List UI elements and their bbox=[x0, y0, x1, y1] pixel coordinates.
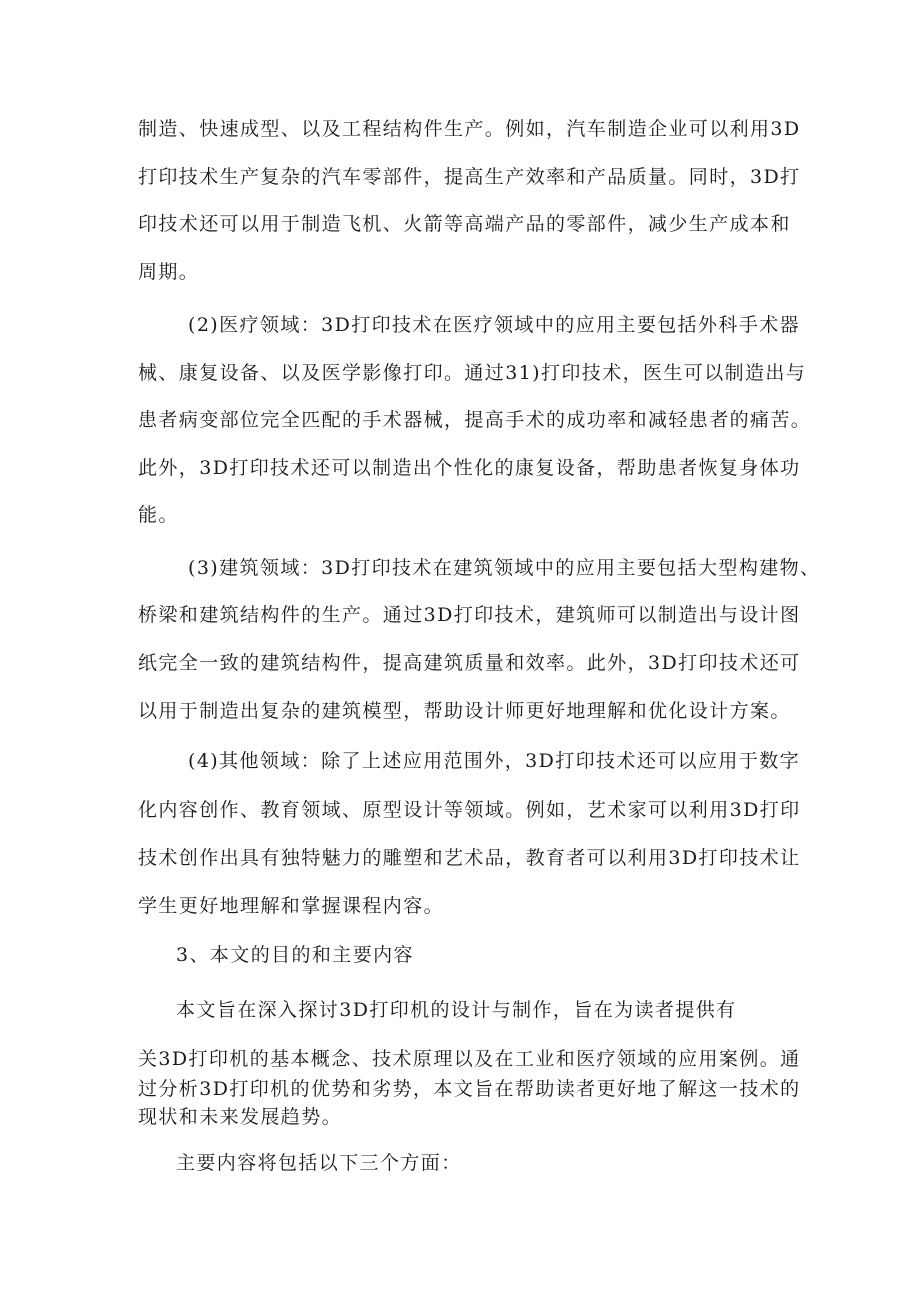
paragraph-line: 学生更好地理解和掌握课程内容。 bbox=[138, 895, 445, 917]
paragraph-line: 能。 bbox=[138, 504, 179, 526]
paragraph-line: 周期。 bbox=[138, 261, 200, 283]
paragraph-line: 现状和未来发展趋势。 bbox=[138, 1106, 343, 1128]
paragraph-line: 打印技术生产复杂的汽车零部件，提高生产效率和产品质量。同时，3D打 bbox=[138, 166, 801, 188]
paragraph-line: 主要内容将包括以下三个方面： bbox=[176, 1152, 462, 1174]
paragraph-line: 械、康复设备、以及医学影像打印。通过31)打印技术，医生可以制造出与 bbox=[138, 362, 807, 384]
paragraph-line: 关3D打印机的基本概念、技术原理以及在工业和医疗领域的应用案例。通 bbox=[138, 1048, 801, 1070]
paragraph-line: 以用于制造出复杂的建筑模型，帮助设计师更好地理解和优化设计方案。 bbox=[138, 700, 791, 722]
paragraph-line: 患者病变部位完全匹配的手术器械，提高手术的成功率和减轻患者的痛苦。 bbox=[138, 409, 812, 431]
paragraph-line: 桥梁和建筑结构件的生产。通过3D打印技术，建筑师可以制造出与设计图 bbox=[138, 604, 801, 626]
section-heading: 3、本文的目的和主要内容 bbox=[176, 944, 414, 966]
paragraph-line: 过分析3D打印机的优势和劣势，本文旨在帮助读者更好地了解这一技术的 bbox=[138, 1078, 801, 1100]
paragraph-line: (2)医疗领域：3D打印技术在医疗领域中的应用主要包括外科手术器 bbox=[188, 314, 801, 336]
paragraph-line: 制造、快速成型、以及工程结构件生产。例如，汽车制造企业可以利用3D bbox=[138, 118, 801, 140]
paragraph-line: 本文旨在深入探讨3D打印机的设计与制作，旨在为读者提供有 bbox=[176, 999, 737, 1021]
paragraph-line: (3)建筑领域：3D打印技术在建筑领域中的应用主要包括大型构建物、 bbox=[188, 557, 821, 579]
paragraph-line: 技术创作出具有独特魅力的雕塑和艺术品，教育者可以利用3D打印技术让 bbox=[138, 847, 801, 869]
paragraph-line: 化内容创作、教育领域、原型设计等领域。例如，艺术家可以利用3D打印 bbox=[138, 799, 801, 821]
paragraph-line: 此外，3D打印技术还可以制造出个性化的康复设备，帮助患者恢复身体功 bbox=[138, 457, 801, 479]
paragraph-line: 纸完全一致的建筑结构件，提高建筑质量和效率。此外，3D打印技术还可 bbox=[138, 652, 801, 674]
paragraph-line: (4)其他领域：除了上述应用范围外，3D打印技术还可以应用于数字 bbox=[188, 750, 801, 772]
paragraph-line: 印技术还可以用于制造飞机、火箭等高端产品的零部件，减少生产成本和 bbox=[138, 213, 791, 235]
